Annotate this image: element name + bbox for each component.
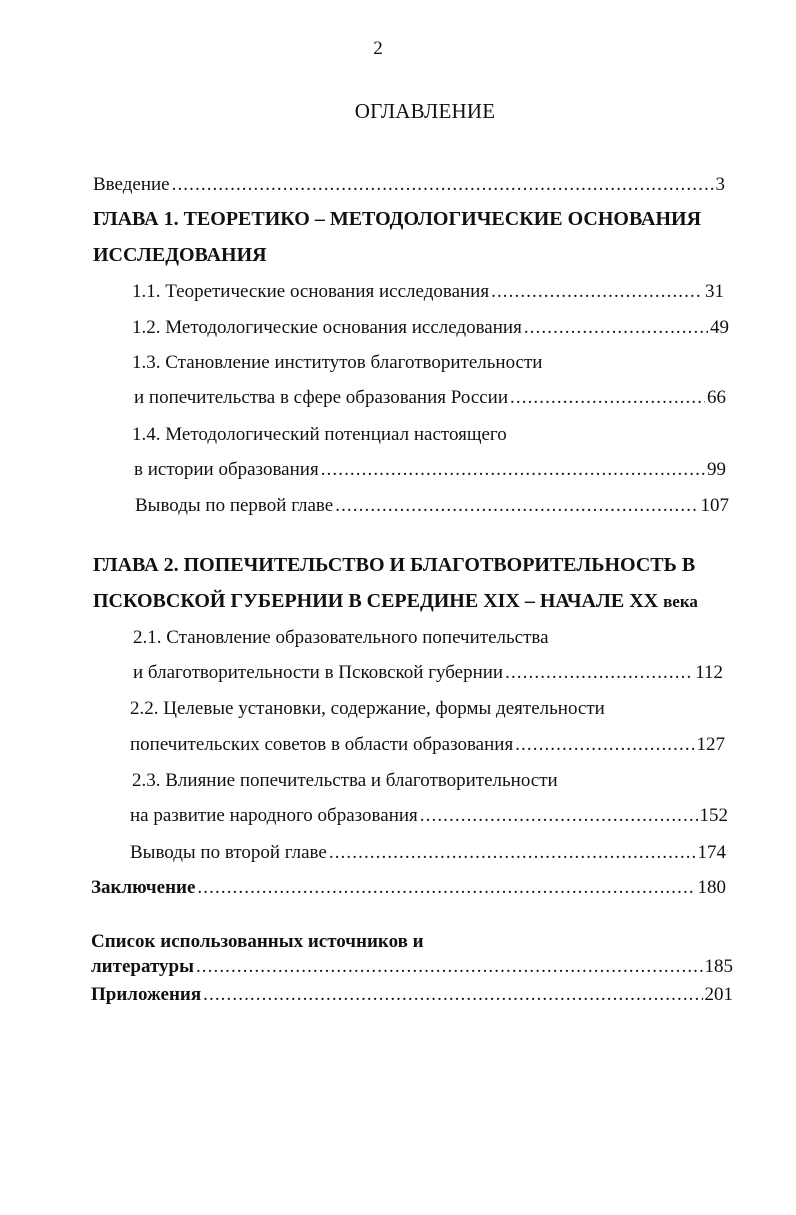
toc-entry-page: 3 [715, 174, 725, 195]
page-number: 2 [373, 38, 383, 59]
toc-entry-page: 201 [704, 984, 733, 1005]
dot-leader [515, 733, 694, 757]
toc-entry-label: на развитие народного образования [130, 805, 418, 826]
dot-leader [197, 876, 695, 900]
toc-entry-conclusion[interactable] [91, 876, 726, 900]
toc-entry-page: 174 [697, 842, 726, 863]
toc-entry-label: Выводы по первой главе [135, 495, 334, 516]
toc-entry-label: Выводы по второй главе [130, 842, 327, 863]
toc-entry-label: Заключение [91, 877, 196, 898]
toc-entry-1-3[interactable] [134, 386, 726, 410]
dot-leader [505, 661, 693, 685]
dot-leader [491, 280, 703, 304]
dot-leader [329, 841, 696, 865]
toc-entry-1-3-line-1[interactable]: 1.3. Становление институтов благотворительности [132, 352, 543, 373]
toc-entry-label: и благотворительности в Псковской губернии [133, 662, 504, 683]
dot-leader [172, 173, 714, 197]
toc-entry-2-1-line-1[interactable]: 2.1. Становление образовательного попечительства [133, 627, 549, 648]
toc-entry-page: 185 [704, 956, 733, 977]
dot-leader [203, 983, 702, 1007]
page-title: ОГЛАВЛЕНИЕ [354, 99, 496, 123]
toc-entry-chapter-1-conclusions[interactable] [135, 494, 729, 518]
toc-entry-page: 107 [700, 495, 729, 516]
toc-entry-1-4-line-1[interactable]: 1.4. Методологический потенциал настоящего [132, 424, 507, 445]
toc-entry-appendices[interactable] [91, 983, 733, 1007]
toc-entry-page: 66 [707, 387, 726, 408]
toc-entry-1-4[interactable] [134, 458, 726, 482]
toc-entry-label: Введение [93, 174, 170, 195]
toc-entry-bibliography[interactable] [91, 955, 733, 979]
chapter-2-heading-line-2[interactable] [93, 589, 698, 614]
toc-entry-intro[interactable] [93, 173, 725, 197]
dot-leader [196, 955, 703, 979]
toc-entry-page: 152 [699, 805, 728, 826]
toc-entry-1-2[interactable] [132, 316, 729, 340]
toc-entry-1-1[interactable] [132, 280, 724, 304]
toc-entry-label: литературы [91, 956, 194, 977]
toc-entry-2-2[interactable] [130, 733, 725, 757]
toc-entry-2-3-line-1[interactable]: 2.3. Влияние попечительства и благотворительности [132, 770, 558, 791]
toc-entry-page: 127 [696, 734, 725, 755]
toc-entry-label: попечительских советов в области образования [130, 734, 514, 755]
toc-entry-2-1[interactable] [133, 661, 723, 685]
toc-entry-label: в истории образования [134, 459, 319, 480]
toc-entry-label: и попечительства в сфере образования России [134, 387, 509, 408]
dot-leader [335, 494, 698, 518]
dot-leader [524, 316, 708, 340]
chapter-2-heading-line-2-tail: века [663, 592, 698, 611]
toc-entry-page: 112 [695, 662, 723, 683]
dot-leader [510, 386, 705, 410]
toc-entry-label: 1.2. Методологические основания исследования [132, 317, 522, 338]
chapter-2-heading-line-2-main: ПСКОВСКОЙ ГУБЕРНИИ В СЕРЕДИНЕ XIX – НАЧАЛЕ XX [93, 590, 664, 612]
toc-entry-label: 1.1. Теоретические основания исследования [132, 281, 490, 302]
toc-entry-2-2-line-1[interactable]: 2.2. Целевые установки, содержание, формы деятельности [130, 698, 605, 719]
dot-leader [420, 804, 698, 828]
chapter-1-heading-line-1[interactable]: ГЛАВА 1. ТЕОРЕТИКО – МЕТОДОЛОГИЧЕСКИЕ ОСНОВАНИЯ [93, 208, 702, 230]
dot-leader [321, 458, 705, 482]
chapter-2-heading-line-1[interactable]: ГЛАВА 2. ПОПЕЧИТЕЛЬСТВО И БЛАГОТВОРИТЕЛЬНОСТЬ В [93, 554, 696, 576]
toc-entry-bibliography-line-1[interactable]: Список использованных источников и [91, 931, 424, 952]
toc-entry-label: Приложения [91, 984, 202, 1005]
toc-entry-2-3[interactable] [130, 804, 728, 828]
chapter-1-heading-line-2[interactable]: ИССЛЕДОВАНИЯ [93, 244, 267, 266]
toc-entry-chapter-2-conclusions[interactable] [130, 841, 726, 865]
toc-entry-page: 31 [705, 281, 724, 302]
toc-entry-page: 49 [710, 317, 729, 338]
toc-entry-page: 99 [707, 459, 726, 480]
toc-entry-page: 180 [697, 877, 726, 898]
